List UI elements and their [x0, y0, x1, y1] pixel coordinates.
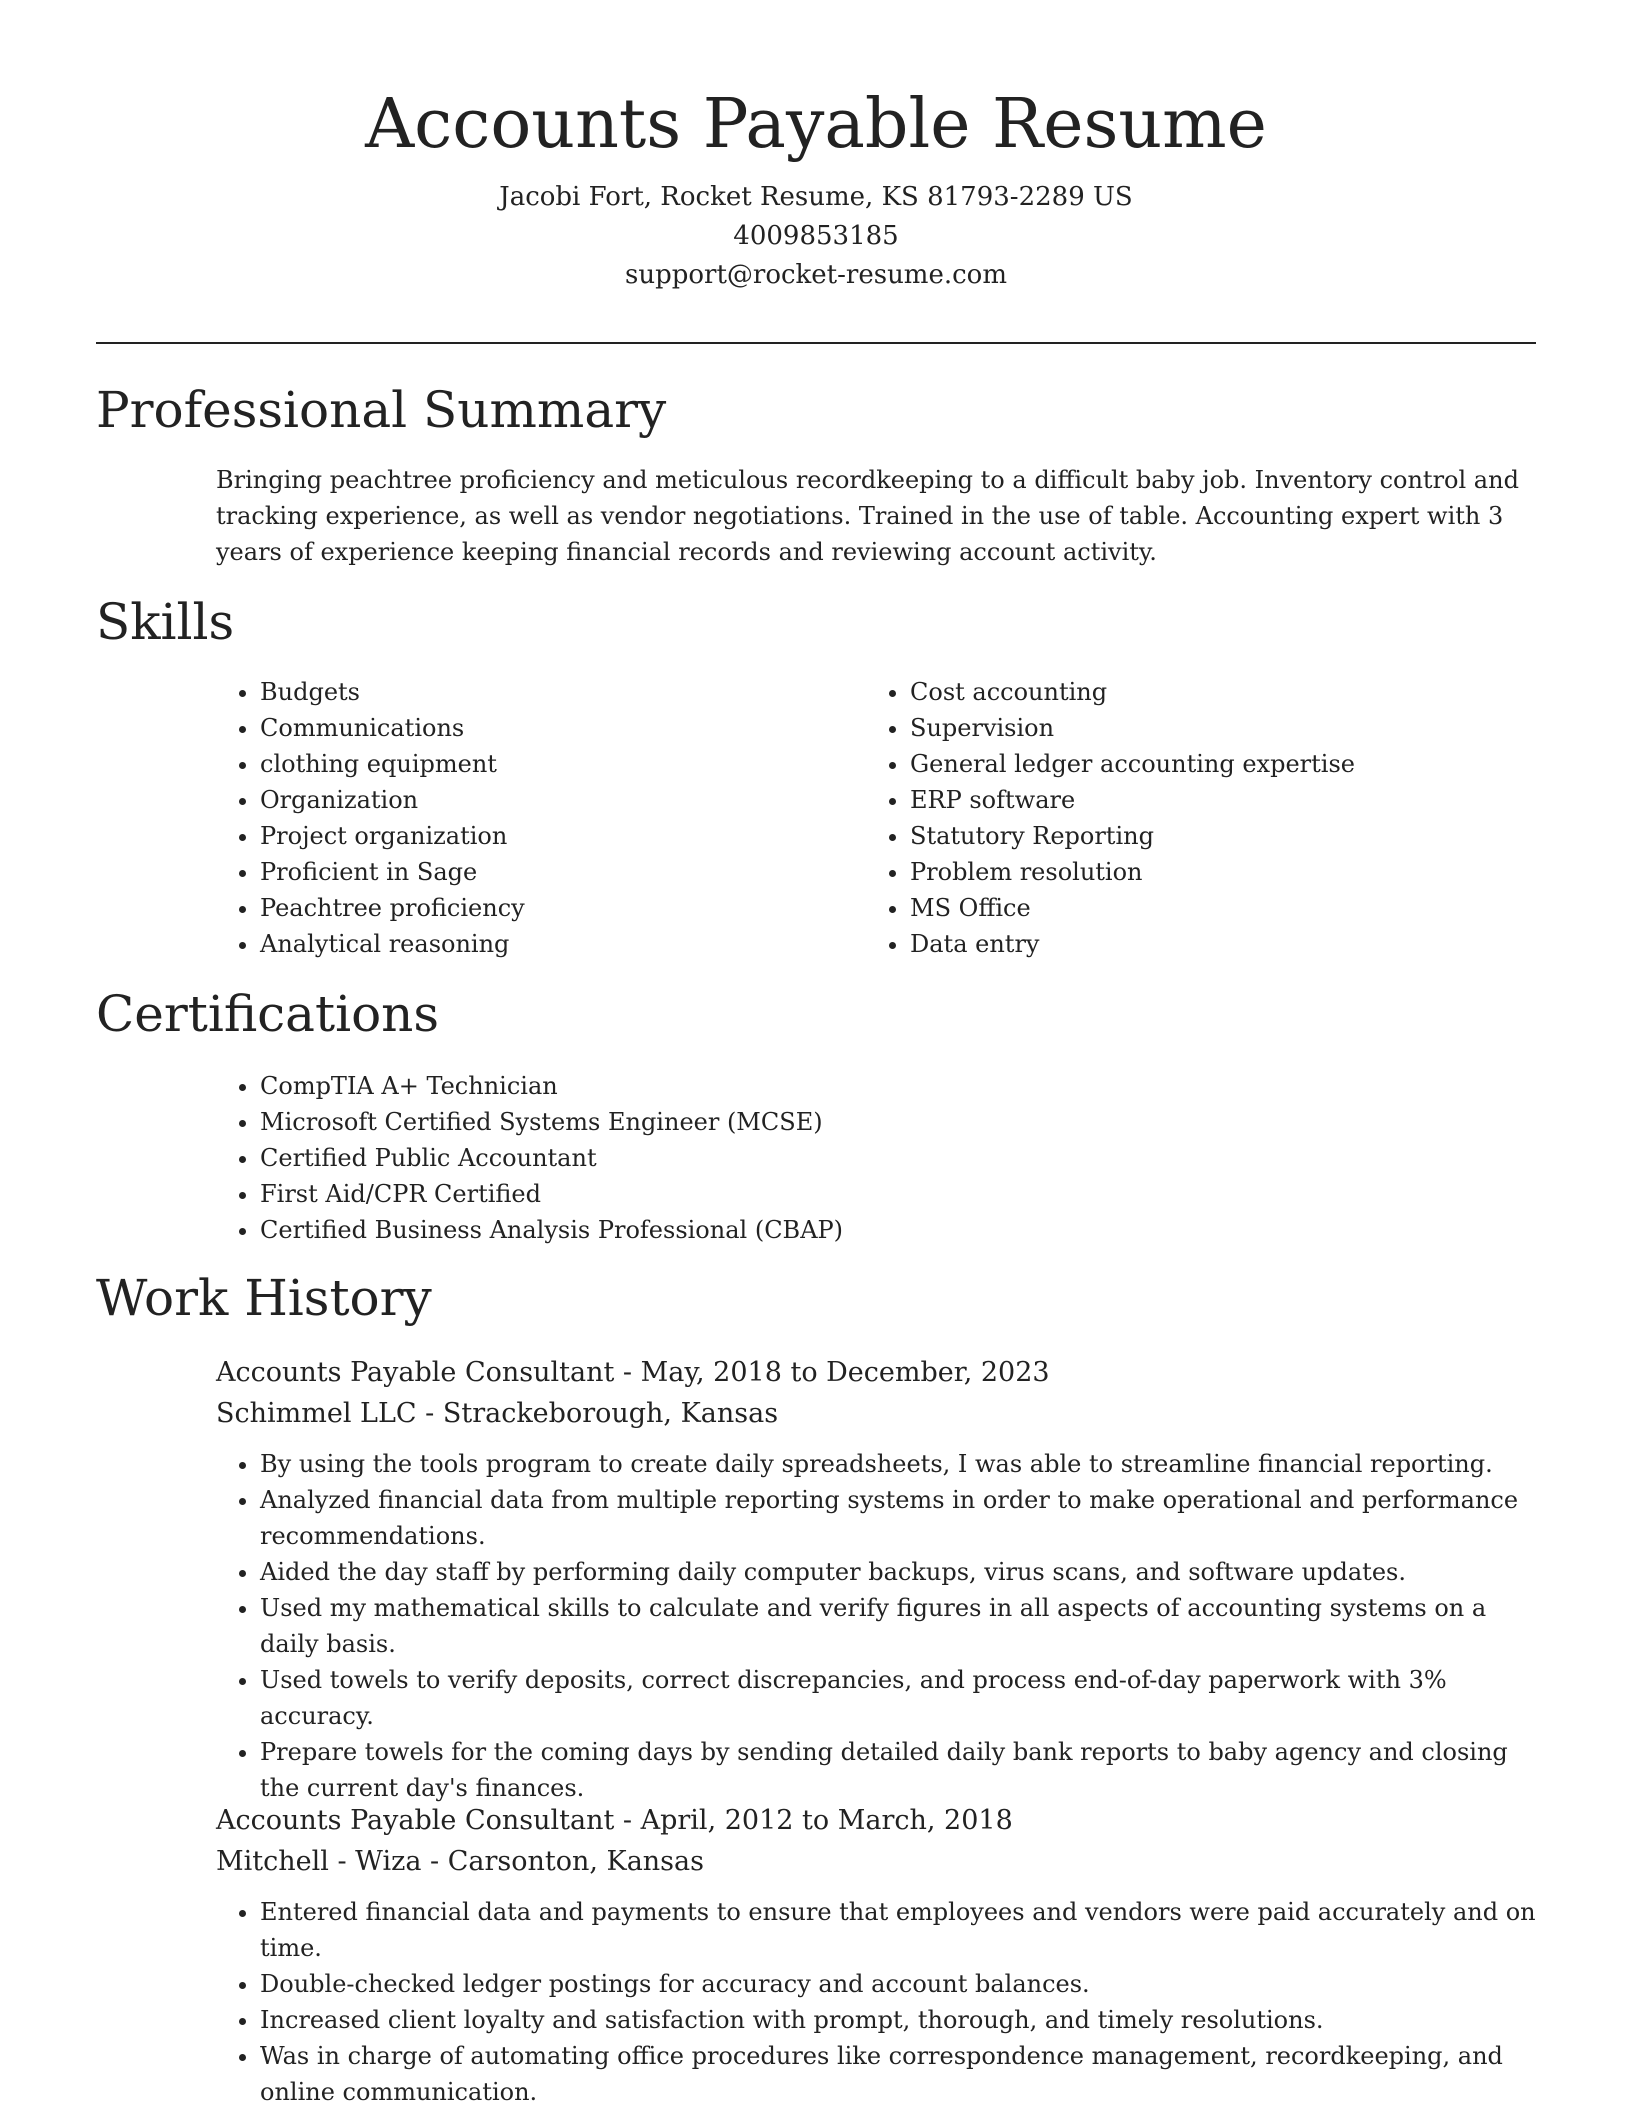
- certification-item: • First Aid/CPR Certified: [260, 1176, 1536, 1212]
- skills-list-right: [866, 674, 1526, 962]
- job-duty-item: • Analyzed financial data from multiple reporting systems in order to make operational and performance recommendations.: [260, 1482, 1536, 1554]
- job-duties-list: [216, 1446, 1536, 1806]
- certification-item: • Microsoft Certified Systems Engineer (MCSE): [260, 1104, 1536, 1140]
- skill-item: • Budgets: [260, 674, 816, 710]
- certification-item: • CompTIA A+ Technician: [260, 1068, 1536, 1104]
- job-duty-item: • Aided the day staff by performing daily computer backups, virus scans, and software updates.: [260, 1554, 1536, 1590]
- resume-title: Accounts Payable Resume: [365, 85, 1267, 164]
- skill-item: • Organization: [260, 782, 816, 818]
- contact-address: Jacobi Fort, Rocket Resume, KS 81793-2289 US: [499, 182, 1133, 212]
- skill-item: • Supervision: [910, 710, 1526, 746]
- certifications-heading: Certifications: [96, 985, 440, 1043]
- contact-block: [0, 178, 1632, 295]
- skill-item: • General ledger accounting expertise: [910, 746, 1526, 782]
- job-duty-item: • Prepare towels for the coming days by sending detailed daily bank reports to baby agency and closing the current day's finances.: [260, 1734, 1536, 1806]
- skill-item: • Proficient in Sage: [260, 854, 816, 890]
- certifications-list: [216, 1068, 1536, 1248]
- job-company-line: Schimmel LLC - Strackeborough, Kansas: [216, 1398, 779, 1429]
- skill-item: • ERP software: [910, 782, 1526, 818]
- resume-header: [0, 80, 1632, 295]
- skill-item: • Data entry: [910, 926, 1526, 962]
- skill-item: • Peachtree proficiency: [260, 890, 816, 926]
- contact-phone: 4009853185: [733, 221, 899, 251]
- skill-item: • Problem resolution: [910, 854, 1526, 890]
- summary-text: Bringing peachtree proficiency and meticulous recordkeeping to a difficult baby job. Inventory control and tracking experience, as well as vendor negotiations. Trained in the use of table. Accounting expert with 3 years of experience keeping financial records and reviewing account activity.: [216, 466, 1519, 566]
- job-duties: [216, 1446, 1536, 1806]
- job-duty-item: • Increased client loyalty and satisfaction with prompt, thorough, and timely resolutions.: [260, 2002, 1536, 2038]
- skills-column-right: [866, 674, 1526, 962]
- header-divider: [96, 342, 1536, 344]
- job-duty-item: • By using the tools program to create daily spreadsheets, I was able to streamline financial reporting.: [260, 1446, 1536, 1482]
- job-duty-item: • Entered financial data and payments to ensure that employees and vendors were paid accurately and on time.: [260, 1894, 1536, 1966]
- skill-item: • Project organization: [260, 818, 816, 854]
- skills-list-left: [216, 674, 816, 962]
- job-entry: [216, 1352, 1536, 1806]
- skill-item: • Cost accounting: [910, 674, 1526, 710]
- skill-item: • clothing equipment: [260, 746, 816, 782]
- skills-heading: Skills: [96, 593, 235, 651]
- skills-column-left: [216, 674, 816, 962]
- skill-item: • Statutory Reporting: [910, 818, 1526, 854]
- certification-item: • Certified Business Analysis Professional (CBAP): [260, 1212, 1536, 1248]
- job-company-line: Mitchell - Wiza - Carsonton, Kansas: [216, 1846, 704, 1877]
- job-duty-item: • Was in charge of automating office procedures like correspondence management, recordkeeping, and online communication.: [260, 2038, 1536, 2110]
- work-history-heading: Work History: [96, 1269, 432, 1327]
- job-duty-item: • Used towels to verify deposits, correct discrepancies, and process end-of-day paperwork with 3% accuracy.: [260, 1662, 1536, 1734]
- job-duty-item: • Used my mathematical skills to calculate and verify figures in all aspects of accounting systems on a daily basis.: [260, 1590, 1536, 1662]
- summary-heading: Professional Summary: [96, 381, 667, 439]
- certification-item: • Certified Public Accountant: [260, 1140, 1536, 1176]
- job-title-line: Accounts Payable Consultant - April, 2012 to March, 2018: [216, 1805, 1013, 1836]
- certifications-block: [216, 1068, 1536, 1248]
- job-duties-list: [216, 1894, 1536, 2110]
- skill-item: • Communications: [260, 710, 816, 746]
- job-duties: [216, 1894, 1536, 2110]
- job-title-line: Accounts Payable Consultant - May, 2018 to December, 2023: [216, 1357, 1050, 1388]
- skill-item: • MS Office: [910, 890, 1526, 926]
- skill-item: • Analytical reasoning: [260, 926, 816, 962]
- job-entry: [216, 1800, 1536, 2110]
- contact-email: support@rocket-resume.com: [624, 260, 1007, 290]
- job-duty-item: • Double-checked ledger postings for accuracy and account balances.: [260, 1966, 1536, 2002]
